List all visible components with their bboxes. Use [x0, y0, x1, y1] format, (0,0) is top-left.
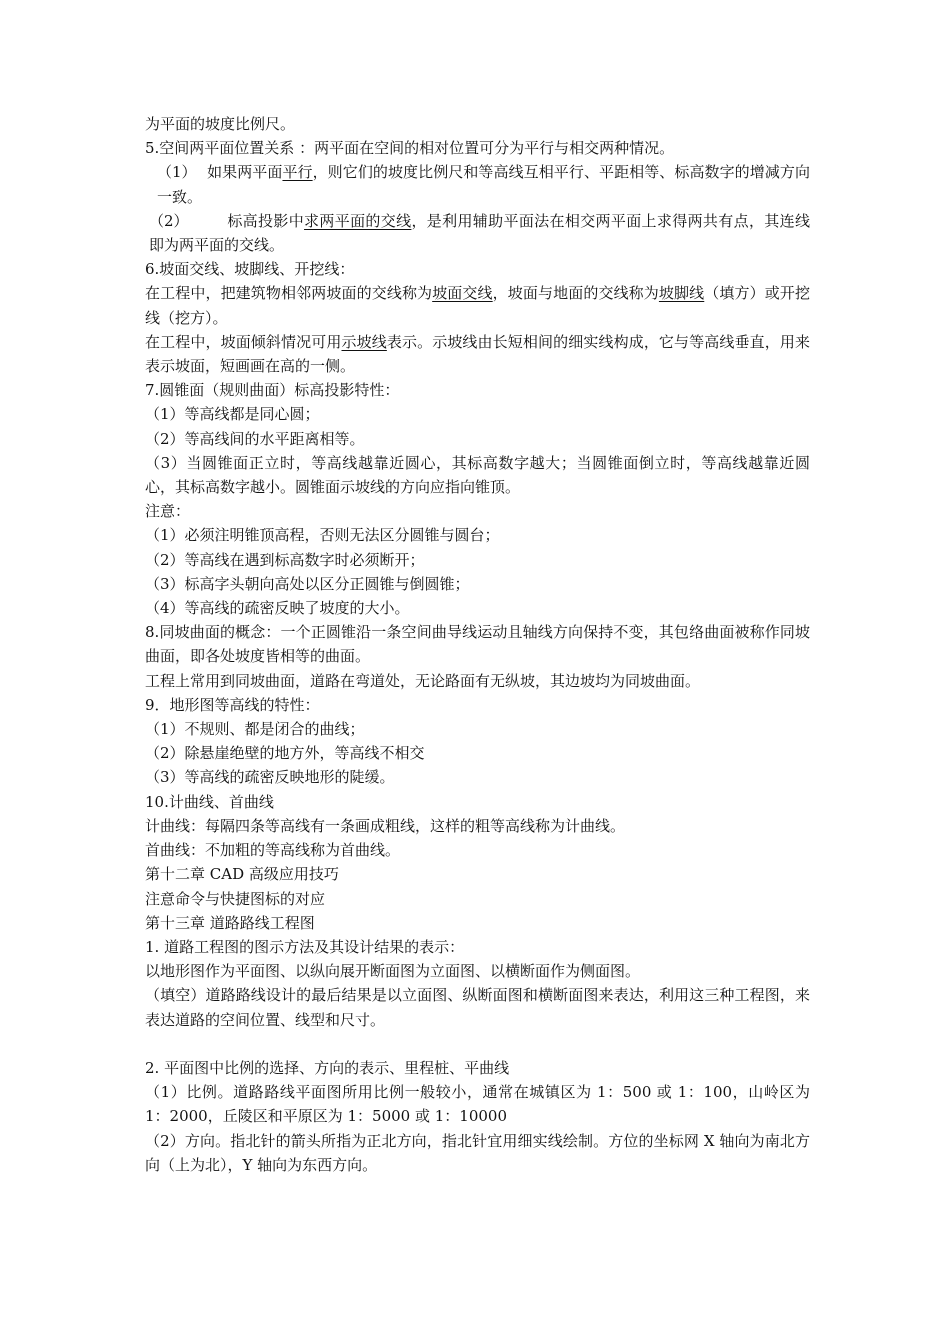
paragraph: [145, 281, 810, 329]
section-heading: 5.空间两平面位置关系 ：两平面在空间的相对位置可分为平行与相交两种情况。: [145, 139, 675, 158]
list-item: （3）当圆锥面正立时，等高线越靠近圆心，其标高数字越大；当圆锥面倒立时，等高线越靠近圆心，其标高数字越小。圆锥面示坡线的方向应指向锥顶。: [145, 453, 810, 497]
list-item: （2）等高线间的水平距离相等。: [145, 429, 365, 448]
list-item: （4）等高线的疏密反映了坡度的大小。: [145, 599, 410, 618]
text-run: 标高投影中: [227, 211, 305, 230]
list-item: （1）等高线都是同心圆；: [145, 405, 320, 424]
section-heading: 6.坡面交线、坡脚线、开挖线：: [145, 260, 355, 279]
text-run: 如果两平面: [207, 163, 283, 182]
item-number: （1）: [157, 163, 197, 182]
text-run: 在工程中，坡面倾斜情况可用: [145, 332, 342, 351]
text-line: 工程上常用到同坡曲面，道路在弯道处，无论路面有无纵坡，其边坡均为同坡曲面。: [145, 671, 701, 690]
chapter-heading: 第十三章 道路路线工程图: [145, 913, 315, 932]
blank-line: [145, 1032, 810, 1056]
text-line: 以地形图作为平面图、以纵向展开断面图为立面图、以横断面作为侧面图。: [145, 962, 641, 981]
list-item: （1）必须注明锥顶高程，否则无法区分圆锥与圆台；: [145, 526, 500, 545]
underlined-term: 坡脚线: [658, 284, 705, 303]
paragraph: （填空）道路路线设计的最后结果是以立面图、纵断面图和横断面图来表达，利用这三种工程图，来表达道路的空间位置、线型和尺寸。: [145, 986, 810, 1029]
text-run: ，是利用辅助平面法在相交两平面上求得两共有点，其连线即为两平面的交线。: [149, 211, 810, 255]
paragraph: [145, 209, 810, 257]
paragraph: [145, 330, 810, 378]
text-line: 计曲线：每隔四条等高线有一条画成粗线，这样的粗等高线称为计曲线。: [145, 816, 626, 835]
text-line: 为平面的坡度比例尺。: [145, 115, 296, 133]
note-heading: 注意：: [145, 502, 191, 521]
list-item: （2）方向。指北针的箭头所指为正北方向，指北针宜用细实线绘制。方位的坐标网 X 轴向为南北方向（上为北），Y 轴向为东西方向。: [145, 1131, 810, 1174]
list-item: （3）标高字头朝向高处以区分正圆锥与倒圆锥；: [145, 574, 470, 593]
list-item: （1）比例。道路路线平面图所用比例一般较小，通常在城镇区为 1：500 或 1：100，山岭区为 1：2000，丘陵区和平原区为 1：5000 或 1：10000: [145, 1083, 810, 1126]
text-run: 表示。示坡线由长短相间的细实线构成，它与等高线垂直，用来表示坡面，短画画在高的一侧。: [145, 332, 810, 376]
paragraph: [145, 160, 810, 208]
underlined-term: 求两平面的交线: [304, 211, 412, 230]
list-item: （2）等高线在遇到标高数字时必须断开；: [145, 550, 425, 569]
text-run: 在工程中，把建筑物相邻两坡面的交线称为: [145, 284, 433, 303]
list-item: （1）不规则、都是闭合的曲线；: [145, 720, 365, 739]
section-heading: 10.计曲线、首曲线: [145, 792, 274, 811]
underlined-term: 坡面交线: [432, 284, 493, 303]
section-heading: 2. 平面图中比例的选择、方向的表示、里程桩、平曲线: [145, 1058, 510, 1077]
section-heading: 9．地形图等高线的特性：: [145, 695, 320, 714]
underlined-term: 示坡线: [341, 332, 387, 351]
text-line: 注意命令与快捷图标的对应: [145, 889, 326, 908]
paragraph: 8.同坡曲面的概念：一个正圆锥沿一条空间曲导线运动且轴线方向保持不变，其包络曲面被称作同坡曲面，即各处坡度皆相等的曲面。: [145, 623, 810, 666]
underlined-term: 平行: [282, 163, 313, 182]
item-number: （2）: [149, 211, 189, 230]
list-item: （3）等高线的疏密反映地形的陡缓。: [145, 768, 395, 787]
text-run: （填方）或开挖线（挖方）。: [145, 284, 810, 327]
section-heading: 7.圆锥面（规则曲面）标高投影特性：: [145, 381, 400, 400]
text-run: ，坡面与地面的交线称为: [492, 284, 659, 303]
list-item: （2）除悬崖绝壁的地方外，等高线不相交: [145, 744, 425, 763]
document-page: [145, 112, 810, 1177]
section-heading: 1. 道路工程图的图示方法及其设计结果的表示：: [145, 937, 465, 956]
chapter-heading: 第十二章 CAD 高级应用技巧: [145, 865, 339, 884]
text-line: 首曲线：不加粗的等高线称为首曲线。: [145, 841, 401, 860]
text-run: ，则它们的坡度比例尺和等高线互相平行、平距相等、标高数字的增减方向一致。: [157, 163, 810, 206]
